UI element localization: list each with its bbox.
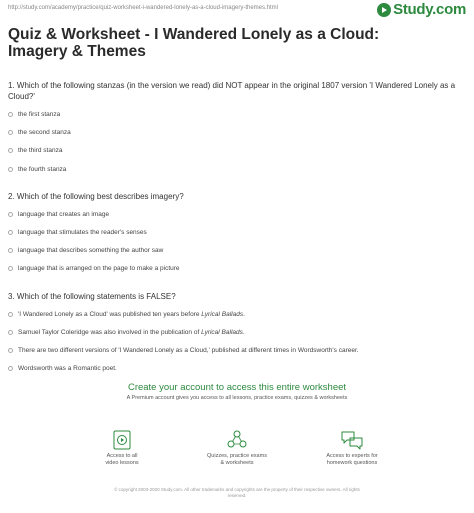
answer-option[interactable] — [8, 111, 60, 118]
answer-text: the second stanza — [18, 129, 71, 136]
copyright-footer — [80, 487, 394, 499]
radio-button[interactable] — [8, 112, 13, 117]
answer-text: Samuel Taylor Coleridge was also involved in the publication of Lyrical Ballads. — [18, 329, 245, 336]
video-lesson-icon — [111, 429, 133, 451]
page-url: http://study.com/academy/practice/quiz-worksheet-i-wandered-lonely-as-a-cloud-imagery-themes.html — [8, 5, 278, 11]
radio-button[interactable] — [8, 212, 13, 217]
feature-label-line1: Quizzes, practice exams — [207, 453, 267, 459]
copyright-line-1: © copyright 2003-2020 Study.com. All other trademarks and copyrights are the property of their respective owners. All rights — [114, 487, 360, 492]
answer-text: the first stanza — [18, 111, 61, 118]
answer-option[interactable] — [8, 229, 147, 236]
feature-label-line1: Access to all — [106, 453, 138, 459]
answer-text: 'I Wandered Lonely as a Cloud' was published ten years before Lyrical Ballads. — [18, 311, 245, 318]
radio-button[interactable] — [8, 148, 13, 153]
answer-text: language that creates an image — [18, 211, 110, 218]
answer-text: language that describes something the author saw — [18, 247, 164, 254]
feature-experts — [297, 429, 407, 467]
study-logo[interactable] — [377, 1, 466, 18]
radio-button[interactable] — [8, 167, 13, 172]
cta-heading[interactable]: Create your account to access this entire worksheet — [127, 382, 347, 393]
page-header — [0, 0, 474, 20]
answer-text: the third stanza — [18, 147, 63, 154]
answer-option[interactable] — [8, 147, 62, 154]
radio-button[interactable] — [8, 330, 13, 335]
question-2: 2. Which of the following best describes imagery? — [8, 192, 184, 201]
premium-cta — [0, 382, 474, 401]
answer-text: Wordsworth was a Romantic poet. — [18, 365, 117, 372]
answer-option[interactable] — [8, 265, 180, 272]
answer-option[interactable] — [8, 129, 71, 136]
answer-option[interactable] — [8, 211, 109, 218]
radio-button[interactable] — [8, 230, 13, 235]
radio-button[interactable] — [8, 130, 13, 135]
question-1: 1. Which of the following stanzas (in the version we read) did NOT appear in the original 1807 version 'I Wandered Lonely as a Cloud?' — [8, 81, 456, 101]
feature-label-line2: video lessons — [105, 460, 139, 466]
feature-label-line1: Access to experts for — [326, 453, 378, 459]
copyright-line-2: reserved. — [227, 493, 247, 498]
answer-option[interactable] — [8, 247, 163, 254]
feature-video-lessons — [67, 429, 177, 467]
answer-option[interactable] — [8, 365, 117, 372]
answer-option[interactable] — [8, 347, 359, 354]
study-play-logo-icon — [377, 3, 391, 17]
answer-option[interactable] — [8, 166, 66, 173]
quiz-worksheet-icon — [226, 429, 248, 451]
radio-button[interactable] — [8, 348, 13, 353]
answer-option[interactable] — [8, 329, 245, 336]
answer-text: There are two different versions of 'I Wandered Lonely as a Cloud,' published at different times in Wordsworth's career. — [18, 347, 359, 354]
radio-button[interactable] — [8, 366, 13, 371]
feature-quizzes — [182, 429, 292, 467]
answer-text: the fourth stanza — [18, 166, 67, 173]
expert-chat-icon — [340, 429, 364, 451]
radio-button[interactable] — [8, 312, 13, 317]
answer-text: language that stimulates the reader's senses — [18, 229, 147, 236]
feature-label-line2: & worksheets — [220, 460, 254, 466]
logo-text: Study.com — [393, 1, 466, 18]
answer-text: language that is arranged on the page to make a picture — [18, 265, 180, 272]
radio-button[interactable] — [8, 266, 13, 271]
answer-option[interactable] — [8, 311, 245, 318]
page-title: Quiz & Worksheet - I Wandered Lonely as a Cloud: Imagery & Themes — [8, 26, 380, 60]
cta-subheading: A Premium account gives you access to all lessons, practice exams, quizzes & worksheets — [126, 395, 348, 401]
question-3: 3. Which of the following statements is FALSE? — [8, 292, 176, 301]
radio-button[interactable] — [8, 248, 13, 253]
feature-label-line2: homework questions — [326, 460, 378, 466]
